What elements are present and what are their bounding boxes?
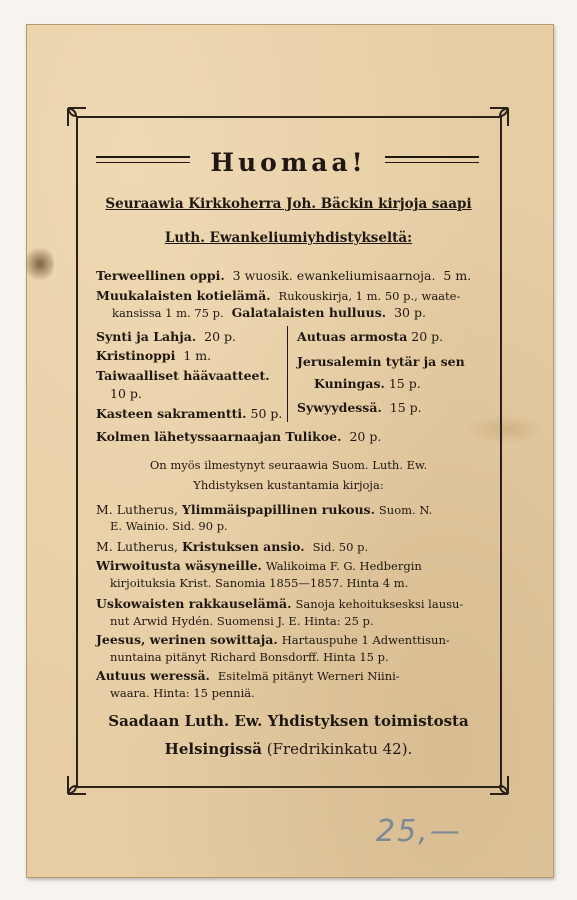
section-intro: Yhdistyksen kustantamia kirjoja:: [193, 478, 384, 492]
page-title: Huomaa!: [210, 148, 367, 177]
intro-line: Luth. Ewankeliumiyhdistykseltä:: [164, 230, 413, 246]
list-item: Autuus weressä. Esitelmä pitänyt Werneri Niini-: [96, 668, 400, 683]
list-item: Wirwoitusta wäsyneille. Walikoima F. G. Hedbergin: [96, 558, 422, 573]
column-divider: [287, 326, 288, 422]
list-item: Synti ja Lahja. 20 p.: [96, 329, 236, 344]
ink-stain: [26, 244, 54, 284]
section-intro: On myös ilmestynyt seuraawia Suom. Luth. Ew.: [149, 458, 428, 472]
list-item: Kristinoppi 1 m.: [96, 348, 212, 363]
corner-ornament-icon: [66, 106, 88, 128]
handwritten-price: 25,—: [376, 814, 462, 849]
footer-line: Saadaan Luth. Ew. Yhdistyksen toimistosta: [108, 712, 469, 730]
list-item: waara. Hinta: 15 penniä.: [110, 686, 255, 700]
list-item: M. Lutherus, Kristuksen ansio. Sid. 50 p.: [96, 539, 369, 554]
list-item: kirjoituksia Krist. Sanomia 1855—1857. Hinta 4 m.: [110, 576, 409, 590]
list-item: Muukalaisten kotielämä. Rukouskirja, 1 m. 50 p., waate-: [96, 288, 461, 303]
list-item: M. Lutherus, Ylimmäispapillinen rukous. Suom. N.: [96, 502, 433, 517]
list-item: nuntaina pitänyt Richard Bonsdorff. Hinta 15 p.: [110, 650, 389, 664]
list-item: Jerusalemin tytär ja sen: [297, 354, 465, 369]
list-item: Taiwaalliset häävaatteet.: [96, 368, 270, 383]
intro-line: Seuraawia Kirkkoherra Joh. Bäckin kirjoja saapi: [105, 196, 472, 212]
list-item: nut Arwid Hydén. Suomensi J. E. Hinta: 25 p.: [110, 614, 374, 628]
list-item: Jeesus, werinen sowittaja. Hartauspuhe 1 Adwenttisun-: [96, 632, 450, 647]
list-item: Terweellinen oppi. 3 wuosik. ewankeliumisaarnoja. 5 m.: [96, 268, 472, 283]
corner-ornament-icon: [66, 774, 88, 796]
list-item: Sywyydessä. 15 p.: [297, 400, 422, 415]
list-item: kansissa 1 m. 75 p. Galatalaisten hulluus. 30 p.: [112, 305, 426, 320]
list-item: Uskowaisten rakkauselämä. Sanoja kehoituksesksi lausu-: [96, 596, 464, 611]
list-item: Kolmen lähetyssaarnaajan Tulikoe. 20 p.: [96, 429, 382, 444]
corner-ornament-icon: [488, 106, 510, 128]
list-item: E. Wainio. Sid. 90 p.: [110, 519, 228, 533]
list-item: Kuningas. 15 p.: [314, 376, 421, 391]
list-item: 10 p.: [110, 386, 142, 401]
corner-ornament-icon: [488, 774, 510, 796]
footer-address: Helsingissä (Fredrikinkatu 42).: [164, 740, 413, 758]
list-item: Kasteen sakramentti. 50 p.: [96, 406, 283, 421]
list-item: Autuas armosta 20 p.: [297, 329, 444, 344]
